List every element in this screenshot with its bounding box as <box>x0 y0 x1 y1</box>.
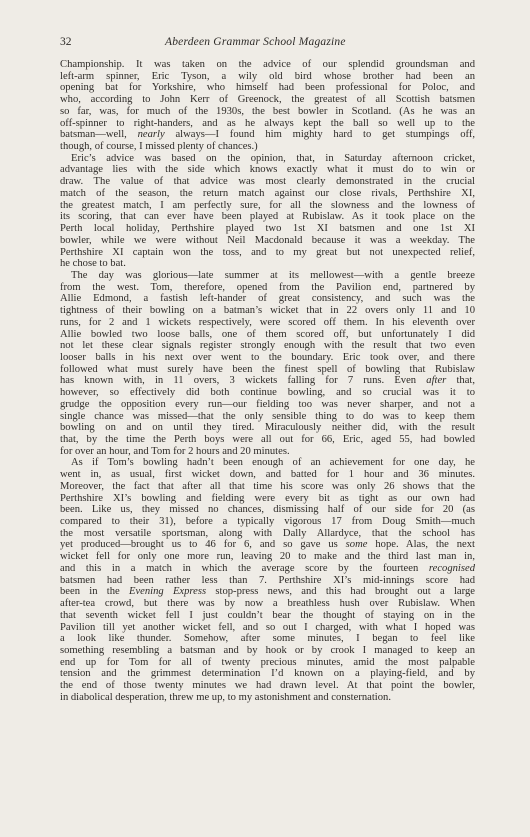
text-line: and this in a match in which the average score by the fourteen recognised <box>60 562 475 574</box>
text-line: The day was glorious—late summer at its mellowest—with a gentle breeze <box>71 269 475 281</box>
page-header <box>60 36 470 52</box>
text-line: draw. The value of that advice was most clearly demonstrated in the crucial <box>60 176 475 188</box>
text-line: its scoring, that can ever have been played at Rubislaw. As it took place on the <box>60 211 475 223</box>
text-line: Perthshire XI’s bowling and fielding were every bit as tight as our own had <box>60 492 475 504</box>
text-line: the greatest match, I am perfectly sure, for all the slowness and the lowness of <box>60 199 475 211</box>
text-line: Perth local holiday, Perthshire played two 1st XI batsmen and one 1st XI <box>60 223 475 235</box>
text-line: looser balls in his next over went to the boundary. Eric took over, and there <box>60 351 475 363</box>
text-line: wicket fell for only one more run, leaving 20 to make and the third last man in, <box>60 551 475 563</box>
text-line: batsmen had been rather less than 7. Perthshire XI’s mid-innings score had <box>60 574 475 586</box>
text-line: Pavilion till yet another wicket fell, and so out I charged, with what I hoped was <box>60 621 475 633</box>
text-line: single chance was missed—that the only sensible thing to do was to keep them <box>60 410 475 422</box>
text-line: tightness of their bowling on a batman’s wicket that in 22 overs only 11 and 10 <box>60 305 475 317</box>
text-line: that seventh wicket fell I just couldn’t bear the thought of staying on in the <box>60 609 475 621</box>
text-line: has known with, in 11 overs, 3 wickets falling for 7 runs. Even after that, <box>60 375 475 387</box>
article-body <box>60 59 475 704</box>
italic-text: nearly <box>137 129 165 141</box>
text-line: off-spinner to right-handers, and as he always kept the ball so well up to the <box>60 117 475 129</box>
text-line: Championship. It was taken on the advice of our splendid groundsman and <box>60 59 475 70</box>
text-line: who, according to John Kerr of Greenock, the greatest of all Scottish batsmen <box>60 94 475 106</box>
text-line: left-arm spinner, Eric Tyson, a wily old bird whose brother had been an <box>60 70 475 82</box>
paragraph <box>60 59 475 153</box>
text-line: been. Like us, they missed no chances, dismissing half of our side for 20 (as <box>60 504 475 516</box>
italic-text: after <box>426 375 447 387</box>
text-line: end up for Tom for all of twenty precious minutes, amid the most palpable <box>60 656 475 668</box>
text-line: in diabolical desperation, threw me up, to my astonishment and consternation. <box>60 691 391 703</box>
text-line: Perthshire XI captain won the toss, and to my great but not unexpected relief, <box>60 246 475 258</box>
text-line: advantage lies with the side which knows exactly what it must do to win or <box>60 164 475 176</box>
italic-text: some <box>345 539 368 551</box>
text-line: been in the Evening Express stop-press news, and this had brought out a large <box>60 586 475 598</box>
text-line: Allie bowled two loose balls, one of them scored off, but unfortunately I did <box>60 328 475 340</box>
text-line: for over an hour, and Tom for 2 hours and 20 minutes. <box>60 445 290 457</box>
paragraph <box>60 153 475 270</box>
paragraph <box>60 270 475 458</box>
text-line: the most versatile sportsman, along with Dally Allardyce, that the school has <box>60 527 475 539</box>
text-line: though, of course, I missed plenty of chances.) <box>60 141 258 153</box>
text-line: match of the season, the return match against our close rivals, Perthshire XI, <box>60 187 475 199</box>
text-line: something resembling a batsman and by hook or by crook I managed to keep an <box>60 644 475 656</box>
text-line: bowler, while we were without Neil Macdonald because it was a weekday. The <box>60 234 475 246</box>
text-line: Moreover, the fact that after all that time his score was only 26 shows that the <box>60 480 475 492</box>
text-line: bowling on and on until they tired. Miraculously neither did, with the result <box>60 422 475 434</box>
text-line: from the west. Tom, therefore, opened from the Pavilion end, partnered by <box>60 281 475 293</box>
text-line: Allie Edmond, a fastish left-hander of great consistency, and such was the <box>60 293 475 305</box>
italic-text: recognised <box>428 562 475 574</box>
text-line: tension and the grimmest determination I’d known on a playing-field, and by <box>60 668 475 680</box>
text-line: runs, for 2 and 1 wickets respectively, were scored off them. In his eleventh over <box>60 316 475 328</box>
paragraph <box>60 457 475 703</box>
text-line: went in, as usual, first wicket down, and batted for 1 hour and 36 minutes. <box>60 469 475 481</box>
text-line: a look like thunder. Somehow, after some minutes, I began to feel like <box>60 633 475 645</box>
text-line: the end of those twenty minutes we had drawn level. At that point the bowler, <box>60 680 475 692</box>
text-line: followed what must surely have been the finest spell of bowling that Rubislaw <box>60 363 475 375</box>
text-line: Eric’s advice was based on the opinion, that, in Saturday afternoon cricket, <box>71 152 475 164</box>
text-line: batsman—well, nearly always—I found him mighty hard to get stumpings off, <box>60 129 475 141</box>
text-line: that, by the time the Perth boys were all out for 66, Eric, aged 55, had bowled <box>60 434 475 445</box>
text-line: yet produced—brought us to 46 for 6, and so gave us some hope. Alas, the next <box>60 539 475 551</box>
running-title: Aberdeen Grammar School Magazine <box>165 36 346 48</box>
page-number: 32 <box>60 36 72 48</box>
text-line: compared to their 31), before a typically vigorous 17 from Doug Smith—much <box>60 516 475 528</box>
text-line: however, so effectively did both continue bowling, and so crucial was it to <box>60 387 475 399</box>
text-line: after-tea crowd, but there was by now a breathless hush over Rubislaw. When <box>60 598 475 610</box>
text-line: not let these clear signals register strongly enough with the result that two even <box>60 340 475 352</box>
text-line: grudge the opposition every run—our fielding too was never sharper, and not a <box>60 398 475 410</box>
italic-text: Evening Express <box>128 586 207 598</box>
text-line: so far, was, for much of the 1930s, the best bowler in Scotland. (As he was an <box>60 105 475 117</box>
text-line: As if Tom’s bowling hadn’t been enough of an achievement for one day, he <box>71 457 475 469</box>
text-line: opening bat for Yorkshire, who himself had been professional for Poloc, and <box>60 82 475 94</box>
text-line: he chose to bat. <box>60 258 126 270</box>
